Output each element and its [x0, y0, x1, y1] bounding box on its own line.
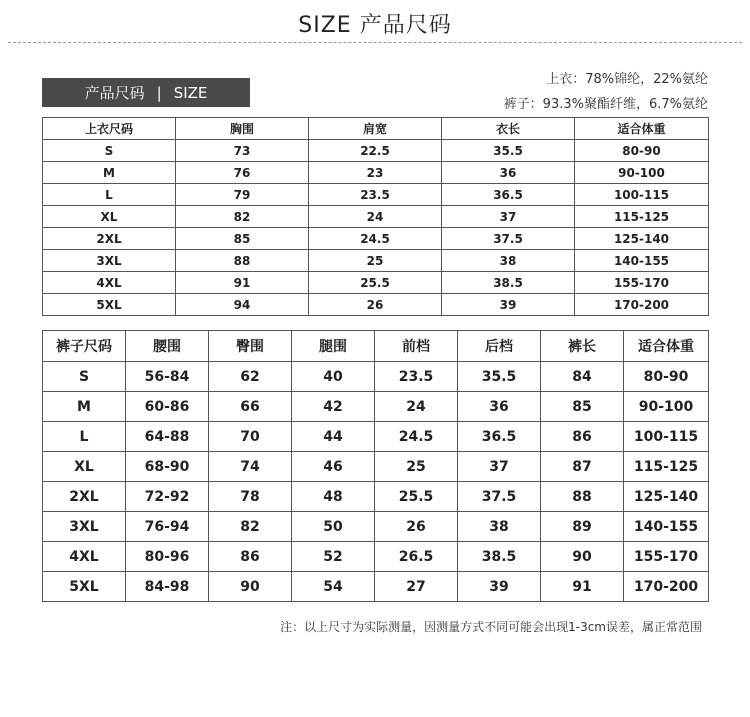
pants-table-header-row [43, 331, 709, 362]
top-table-cell: 125-140 [575, 228, 709, 250]
pants-table-cell: 74 [209, 452, 292, 482]
pants-material: 裤子：93.3%聚酯纤维，6.7%氨纶 [503, 97, 708, 112]
pants-table-cell: 39 [458, 572, 541, 602]
pants-table-cell: 64-88 [126, 422, 209, 452]
top-table-cell: 38.5 [442, 272, 575, 294]
pants-table-cell: 37.5 [458, 482, 541, 512]
top-table-row [43, 184, 709, 206]
top-table-row [43, 272, 709, 294]
top-table-cell: M [43, 162, 176, 184]
top-table-cell: 24 [309, 206, 442, 228]
top-table-cell: S [43, 140, 176, 162]
pants-table-cell: 76-94 [126, 512, 209, 542]
top-table-cell: 4XL [43, 272, 176, 294]
top-table-header-cell: 胸围 [176, 118, 309, 140]
pants-table-cell: 42 [292, 392, 375, 422]
top-table-cell: 37.5 [442, 228, 575, 250]
banner-label-en: SIZE [173, 83, 208, 102]
pants-table-cell: 66 [209, 392, 292, 422]
pants-table-cell: 54 [292, 572, 375, 602]
pants-table-cell: 26 [375, 512, 458, 542]
pants-table-cell: 115-125 [624, 452, 709, 482]
top-table-cell: 39 [442, 294, 575, 316]
pants-table-cell: 36.5 [458, 422, 541, 452]
pants-table-cell: 25 [375, 452, 458, 482]
pants-table-cell: 90 [541, 542, 624, 572]
pants-table-cell: L [43, 422, 126, 452]
top-table-cell: 91 [176, 272, 309, 294]
pants-table-cell: 62 [209, 362, 292, 392]
pants-table-cell: 27 [375, 572, 458, 602]
pants-table-cell: 87 [541, 452, 624, 482]
pants-table-cell: 85 [541, 392, 624, 422]
pants-table-cell: 35.5 [458, 362, 541, 392]
pants-table-cell: 52 [292, 542, 375, 572]
pants-table-cell: 3XL [43, 512, 126, 542]
pants-table-cell: 84 [541, 362, 624, 392]
pants-table-cell: 24 [375, 392, 458, 422]
pants-table-cell: 50 [292, 512, 375, 542]
pants-table-header-cell: 裤子尺码 [43, 331, 126, 362]
top-table-cell: 5XL [43, 294, 176, 316]
pants-table-cell: 82 [209, 512, 292, 542]
top-table-cell: 88 [176, 250, 309, 272]
pants-table-cell: 80-90 [624, 362, 709, 392]
size-banner [42, 78, 250, 107]
top-table-cell: 22.5 [309, 140, 442, 162]
pants-table-row [43, 542, 709, 572]
top-table-cell: 38 [442, 250, 575, 272]
top-table-cell: 26 [309, 294, 442, 316]
pants-table-cell: 84-98 [126, 572, 209, 602]
top-material: 上衣：78%锦纶，22%氨纶 [546, 72, 708, 87]
pants-table-cell: 36 [458, 392, 541, 422]
pants-table-header-cell: 腰围 [126, 331, 209, 362]
pants-table-cell: 155-170 [624, 542, 709, 572]
top-table-cell: 82 [176, 206, 309, 228]
pants-table-cell: 70 [209, 422, 292, 452]
pants-table-cell: 91 [541, 572, 624, 602]
pants-table-cell: 78 [209, 482, 292, 512]
pants-table-cell: 40 [292, 362, 375, 392]
top-table-body [43, 140, 709, 316]
pants-table-cell: 86 [209, 542, 292, 572]
top-table-cell: 73 [176, 140, 309, 162]
pants-table-cell: 38 [458, 512, 541, 542]
pants-table-row [43, 482, 709, 512]
pants-table-cell: 48 [292, 482, 375, 512]
pants-table-cell: 68-90 [126, 452, 209, 482]
pants-table-cell: 5XL [43, 572, 126, 602]
top-table-header-cell: 上衣尺码 [43, 118, 176, 140]
top-table-cell: 37 [442, 206, 575, 228]
top-table-cell: L [43, 184, 176, 206]
pants-table-cell: 72-92 [126, 482, 209, 512]
pants-table-cell: 46 [292, 452, 375, 482]
pants-table-cell: 38.5 [458, 542, 541, 572]
pants-table-cell: M [43, 392, 126, 422]
top-table-header-cell: 衣长 [442, 118, 575, 140]
pants-table-cell: 24.5 [375, 422, 458, 452]
pants-table-row [43, 572, 709, 602]
pants-table-cell: 89 [541, 512, 624, 542]
top-table-row [43, 206, 709, 228]
top-table-cell: 23 [309, 162, 442, 184]
pants-table-cell: 100-115 [624, 422, 709, 452]
pants-table-header-cell: 前档 [375, 331, 458, 362]
pants-table-body [43, 362, 709, 602]
pants-table-cell: S [43, 362, 126, 392]
pants-table-cell: XL [43, 452, 126, 482]
top-table-row [43, 228, 709, 250]
pants-table-cell: 60-86 [126, 392, 209, 422]
top-size-table [42, 117, 709, 316]
pants-table-cell: 88 [541, 482, 624, 512]
pants-table-row [43, 392, 709, 422]
pants-table-row [43, 452, 709, 482]
top-table-cell: 3XL [43, 250, 176, 272]
pants-table-row [43, 422, 709, 452]
pants-size-table [42, 330, 709, 602]
top-table-cell: 25 [309, 250, 442, 272]
top-table-cell: 155-170 [575, 272, 709, 294]
pants-table-header-cell: 裤长 [541, 331, 624, 362]
pants-table-cell: 26.5 [375, 542, 458, 572]
pants-table-cell: 4XL [43, 542, 126, 572]
banner-label-cn: 产品尺码 [84, 84, 145, 102]
top-table-header-cell: 肩宽 [309, 118, 442, 140]
pants-table-header-cell: 臀围 [209, 331, 292, 362]
top-table-cell: 2XL [43, 228, 176, 250]
top-table-cell: 36.5 [442, 184, 575, 206]
top-table-cell: 76 [176, 162, 309, 184]
top-table-header-cell: 适合体重 [575, 118, 709, 140]
pants-table-cell: 56-84 [126, 362, 209, 392]
pants-table-row [43, 362, 709, 392]
top-table-cell: 24.5 [309, 228, 442, 250]
pants-table-cell: 170-200 [624, 572, 709, 602]
pants-table-header-cell: 适合体重 [624, 331, 709, 362]
pants-table-cell: 44 [292, 422, 375, 452]
pants-table-cell: 86 [541, 422, 624, 452]
top-table-cell: 115-125 [575, 206, 709, 228]
pants-table-cell: 80-96 [126, 542, 209, 572]
top-table-cell: 85 [176, 228, 309, 250]
top-table-cell: 80-90 [575, 140, 709, 162]
top-table-cell: 23.5 [309, 184, 442, 206]
top-table-cell: 140-155 [575, 250, 709, 272]
measurement-note: 注：以上尺寸为实际测量，因测量方式不同可能会出现1-3cm误差，属正常范围 [280, 620, 702, 634]
page-title: SIZE 产品尺码 [298, 13, 452, 38]
pants-table-cell: 90 [209, 572, 292, 602]
pants-table-header-cell: 腿围 [292, 331, 375, 362]
pants-table-cell: 25.5 [375, 482, 458, 512]
pants-table-header-cell: 后档 [458, 331, 541, 362]
top-table-row [43, 162, 709, 184]
pants-table-cell: 23.5 [375, 362, 458, 392]
top-table-cell: 79 [176, 184, 309, 206]
pants-table-cell: 90-100 [624, 392, 709, 422]
pants-table-cell: 125-140 [624, 482, 709, 512]
top-table-row [43, 250, 709, 272]
dashed-divider [8, 42, 742, 43]
top-table-cell: 100-115 [575, 184, 709, 206]
top-table-cell: 94 [176, 294, 309, 316]
pants-table-cell: 37 [458, 452, 541, 482]
pants-table-row [43, 512, 709, 542]
top-table-cell: 25.5 [309, 272, 442, 294]
pants-table-cell: 2XL [43, 482, 126, 512]
banner-separator: | [156, 83, 162, 102]
top-table-row [43, 140, 709, 162]
top-table-cell: 90-100 [575, 162, 709, 184]
top-table-cell: 170-200 [575, 294, 709, 316]
top-table-cell: 35.5 [442, 140, 575, 162]
top-table-row [43, 294, 709, 316]
top-table-cell: XL [43, 206, 176, 228]
top-table-header-row [43, 118, 709, 140]
pants-table-cell: 140-155 [624, 512, 709, 542]
top-table-cell: 36 [442, 162, 575, 184]
